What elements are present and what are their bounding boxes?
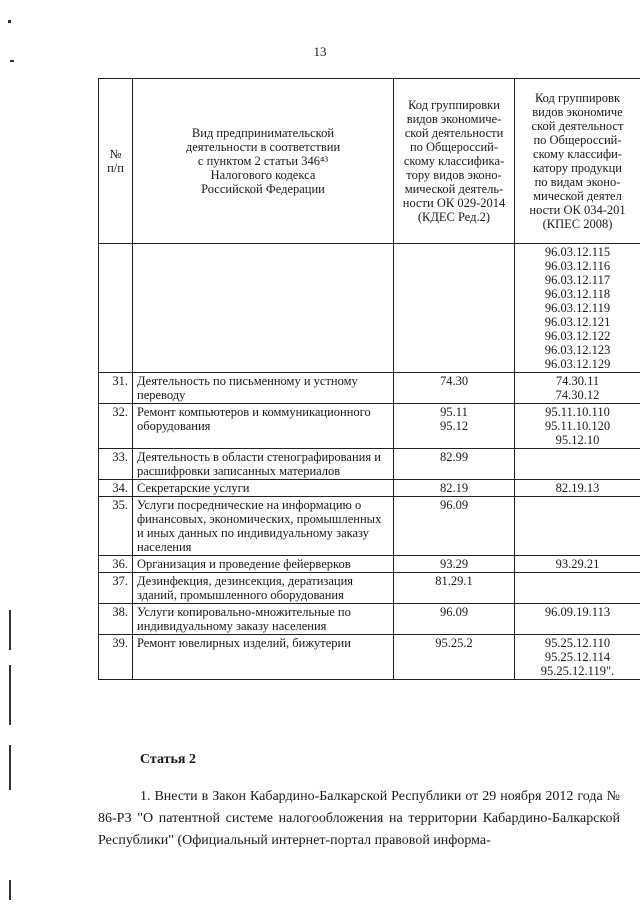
row-okved: 93.29 <box>394 556 515 573</box>
table-row <box>99 635 640 680</box>
margin-mark <box>8 20 11 23</box>
table-row <box>99 480 640 497</box>
table-row <box>99 373 640 404</box>
row-num: 34. <box>99 480 133 497</box>
row-num: 35. <box>99 497 133 556</box>
row-okved: 96.09 <box>394 497 515 556</box>
margin-mark <box>9 745 11 790</box>
table-row <box>99 573 640 604</box>
row-num <box>99 244 133 373</box>
header-num: № п/п <box>99 79 133 244</box>
row-activity: Ремонт ювелирных изделий, бижутерии <box>133 635 394 680</box>
row-activity <box>133 244 394 373</box>
table-row <box>99 244 640 373</box>
row-num: 36. <box>99 556 133 573</box>
table-row <box>99 449 640 480</box>
row-okpd: 96.09.19.113 <box>515 604 640 635</box>
margin-mark <box>9 880 11 900</box>
row-okpd: 74.30.11 74.30.12 <box>515 373 640 404</box>
row-okved: 82.19 <box>394 480 515 497</box>
header-activity: Вид предпринимательской деятельности в соответствии с пунктом 2 статьи 346⁴³ Налогового кодекса Российской Федерации <box>133 79 394 244</box>
header-okpd: Код группировк видов экономиче ской деятельност по Общероссий- скому классифи- катору продукци по видам эконо- мической деятел ности ОК 034-201 (КПЕС 2008) <box>515 79 640 244</box>
row-num: 31. <box>99 373 133 404</box>
article-title: Статья 2 <box>140 752 196 767</box>
margin-mark <box>9 610 11 650</box>
table-row <box>99 604 640 635</box>
row-okved: 96.09 <box>394 604 515 635</box>
row-activity: Секретарские услуги <box>133 480 394 497</box>
row-okved: 82.99 <box>394 449 515 480</box>
row-okved: 95.25.2 <box>394 635 515 680</box>
row-num: 39. <box>99 635 133 680</box>
row-okpd <box>515 449 640 480</box>
row-okved: 81.29.1 <box>394 573 515 604</box>
row-num: 33. <box>99 449 133 480</box>
row-num: 32. <box>99 404 133 449</box>
row-okpd: 93.29.21 <box>515 556 640 573</box>
row-activity: Организация и проведение фейерверков <box>133 556 394 573</box>
margin-mark <box>10 60 14 62</box>
table-row <box>99 404 640 449</box>
row-num: 38. <box>99 604 133 635</box>
row-okved <box>394 244 515 373</box>
row-okved: 74.30 <box>394 373 515 404</box>
row-activity: Услуги посреднические на информацию о финансовых, экономических, промышленных и иных данных по индивидуальному заказу населения <box>133 497 394 556</box>
row-okpd: 95.25.12.110 95.25.12.114 95.25.12.119". <box>515 635 640 680</box>
page-number: 13 <box>313 44 327 59</box>
margin-mark <box>9 665 11 725</box>
row-activity: Деятельность в области стенографирования и расшифровки записанных материалов <box>133 449 394 480</box>
table-row <box>99 556 640 573</box>
row-okved: 95.11 95.12 <box>394 404 515 449</box>
article-paragraph: 1. Внести в Закон Кабардино-Балкарской Республики от 29 ноября 2012 года № 86-РЗ "О патентной системе налогообложения на территории Кабардино-Балкарской Республики" (Официальный интернет-портал правовой информа- <box>98 789 620 848</box>
row-activity: Услуги копировально-множительные по индивидуальному заказу населения <box>133 604 394 635</box>
row-okpd <box>515 497 640 556</box>
row-activity: Дезинфекция, дезинсекция, дератизация зданий, промышленного оборудования <box>133 573 394 604</box>
table-header-row <box>99 79 640 244</box>
row-okpd <box>515 573 640 604</box>
row-okpd: 82.19.13 <box>515 480 640 497</box>
row-activity: Деятельность по письменному и устному переводу <box>133 373 394 404</box>
header-okved: Код группировки видов экономиче- ской деятельности по Общероссий- скому классифика- тору видов эконо- мической деятель- ности ОК 029-2014 (КДЕС Ред.2) <box>394 79 515 244</box>
table-row <box>99 497 640 556</box>
row-okpd: 96.03.12.115 96.03.12.116 96.03.12.117 96.03.12.118 96.03.12.119 96.03.12.121 96.03.12.122 96.03.12.123 96.03.12.129 <box>515 244 640 373</box>
row-num: 37. <box>99 573 133 604</box>
row-okpd: 95.11.10.110 95.11.10.120 95.12.10 <box>515 404 640 449</box>
codes-table <box>98 78 640 680</box>
row-activity: Ремонт компьютеров и коммуникационного оборудования <box>133 404 394 449</box>
